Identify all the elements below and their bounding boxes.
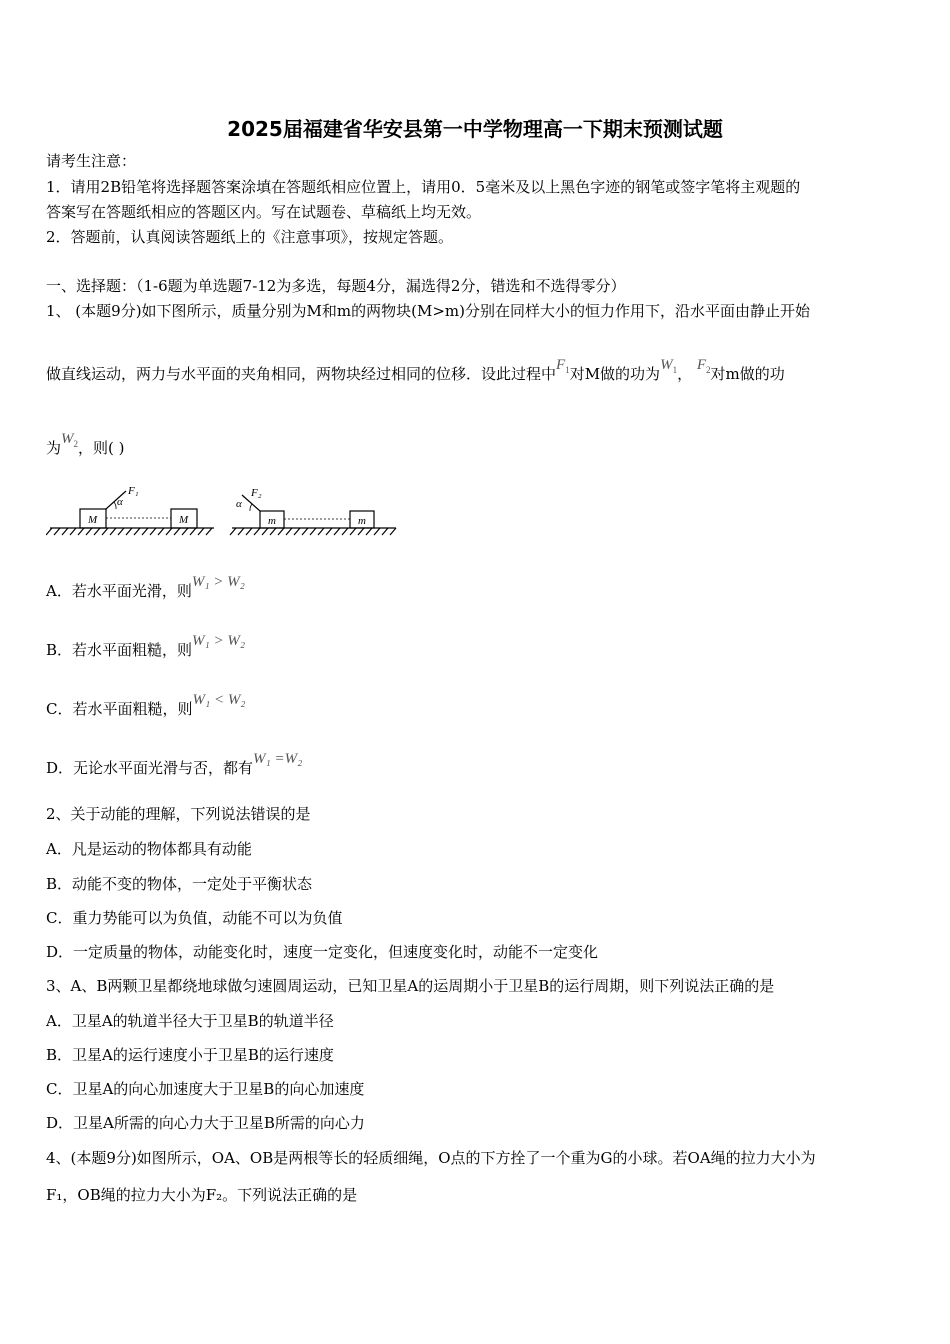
q3-stem: 3、A、B两颗卫星都绕地球做匀速圆周运动，已知卫星A的运周期小于卫星B的运行周期，则下列说法正确的是 bbox=[46, 977, 775, 995]
notice-line-1: 1．请用2B铅笔将选择题答案涂填在答题纸相应位置上，请用0．5毫米及以上黑色字迹的钢笔或签字笔将主观题的 bbox=[46, 178, 801, 196]
notice-line-3: 2．答题前，认真阅读答题纸上的《注意事项》，按规定答题。 bbox=[46, 228, 454, 246]
q1-stem-line-2 bbox=[46, 357, 785, 390]
label-alpha-1: α bbox=[117, 496, 123, 508]
q1-text-b: 对M做的功为 bbox=[569, 365, 661, 383]
label-alpha-2: α bbox=[236, 498, 242, 510]
page-title: 2025届福建省华安县第一中学物理高一下期末预测试题 bbox=[227, 117, 723, 141]
q1-option-b: B．若水平面粗糙，则W₁ > W₂ bbox=[46, 633, 246, 659]
q1-text-c: ， bbox=[677, 365, 693, 383]
q1-option-d: D．无论水平面光滑与否，都有W₁ =W₂ bbox=[46, 751, 303, 777]
symbol-W1: $W_1$ bbox=[660, 357, 678, 375]
label-m-end: m bbox=[358, 515, 366, 527]
label-F2: F₂ bbox=[251, 487, 262, 499]
q1-text-e: 为 bbox=[46, 439, 62, 457]
ground-hatch-right bbox=[230, 528, 396, 535]
notice-line-2: 答案写在答题纸相应的答题区内。写在试题卷、草稿纸上均无效。 bbox=[46, 203, 482, 221]
q1-option-c-math: W₁ < W₂ bbox=[192, 692, 246, 708]
symbol-W2: $W_2$ bbox=[61, 431, 79, 449]
q2-option-c: C．重力势能可以为负值，动能不可以为负值 bbox=[46, 909, 343, 927]
label-m-start: m bbox=[268, 515, 276, 527]
section-heading: 一、选择题：（1-6题为单选题7-12为多选，每题4分，漏选得2分，错选和不选得零分） bbox=[46, 277, 626, 295]
q1-option-a-math: W₁ > W₂ bbox=[191, 574, 245, 590]
q2-option-a: A．凡是运动的物体都具有动能 bbox=[46, 840, 252, 858]
q1-figure bbox=[46, 480, 402, 538]
q3-option-b: B．卫星A的运行速度小于卫星B的运行速度 bbox=[46, 1046, 334, 1064]
q3-option-d: D．卫星A所需的向心力大于卫星B所需的向心力 bbox=[46, 1114, 365, 1132]
q1-stem-line-1: 1、 (本题9分)如下图所示，质量分别为M和m的两物块(M>m)分别在同样大小的恒力作用下，沿水平面由静止开始 bbox=[46, 302, 811, 320]
q2-stem: 2、关于动能的理解，下列说法错误的是 bbox=[46, 805, 311, 823]
notice-heading: 请考生注意： bbox=[46, 152, 137, 170]
q1-option-b-math: W₁ > W₂ bbox=[192, 633, 246, 649]
q1-option-c: C．若水平面粗糙，则W₁ < W₂ bbox=[46, 692, 246, 718]
label-M-start: M bbox=[88, 514, 98, 526]
q1-text-a: 做直线运动，两力与水平面的夹角相同，两物块经过相同的位移．设此过程中 bbox=[46, 365, 557, 383]
q1-text-f: ，则( ) bbox=[78, 439, 125, 457]
label-M-end: M bbox=[179, 514, 189, 526]
symbol-F1: $F_1$ bbox=[556, 357, 570, 375]
q1-stem-line-3 bbox=[46, 431, 125, 464]
symbol-F2: $F_2$ bbox=[696, 357, 711, 375]
q4-stem-line-1: 4、(本题9分)如图所示，OA、OB是两根等长的轻质细绳，O点的下方拴了一个重为G的小球。若OA绳的拉力大小为 bbox=[46, 1149, 816, 1167]
q1-option-a: A．若水平面光滑，则W₁ > W₂ bbox=[46, 574, 245, 600]
q3-option-a: A．卫星A的轨道半径大于卫星B的轨道半径 bbox=[46, 1012, 334, 1030]
q2-option-b: B．动能不变的物体，一定处于平衡状态 bbox=[46, 875, 313, 893]
q1-option-d-math: W₁ =W₂ bbox=[253, 751, 303, 767]
q2-option-d: D．一定质量的物体，动能变化时，速度一定变化，但速度变化时，动能不一定变化 bbox=[46, 943, 599, 961]
ground-hatch-left bbox=[46, 528, 212, 535]
q3-option-c: C．卫星A的向心加速度大于卫星B的向心加速度 bbox=[46, 1080, 365, 1098]
label-F1: F₁ bbox=[128, 485, 139, 497]
q1-text-d: 对m做的功 bbox=[710, 365, 785, 383]
q4-stem-line-2: F₁，OB绳的拉力大小为F₂。下列说法正确的是 bbox=[46, 1186, 358, 1204]
